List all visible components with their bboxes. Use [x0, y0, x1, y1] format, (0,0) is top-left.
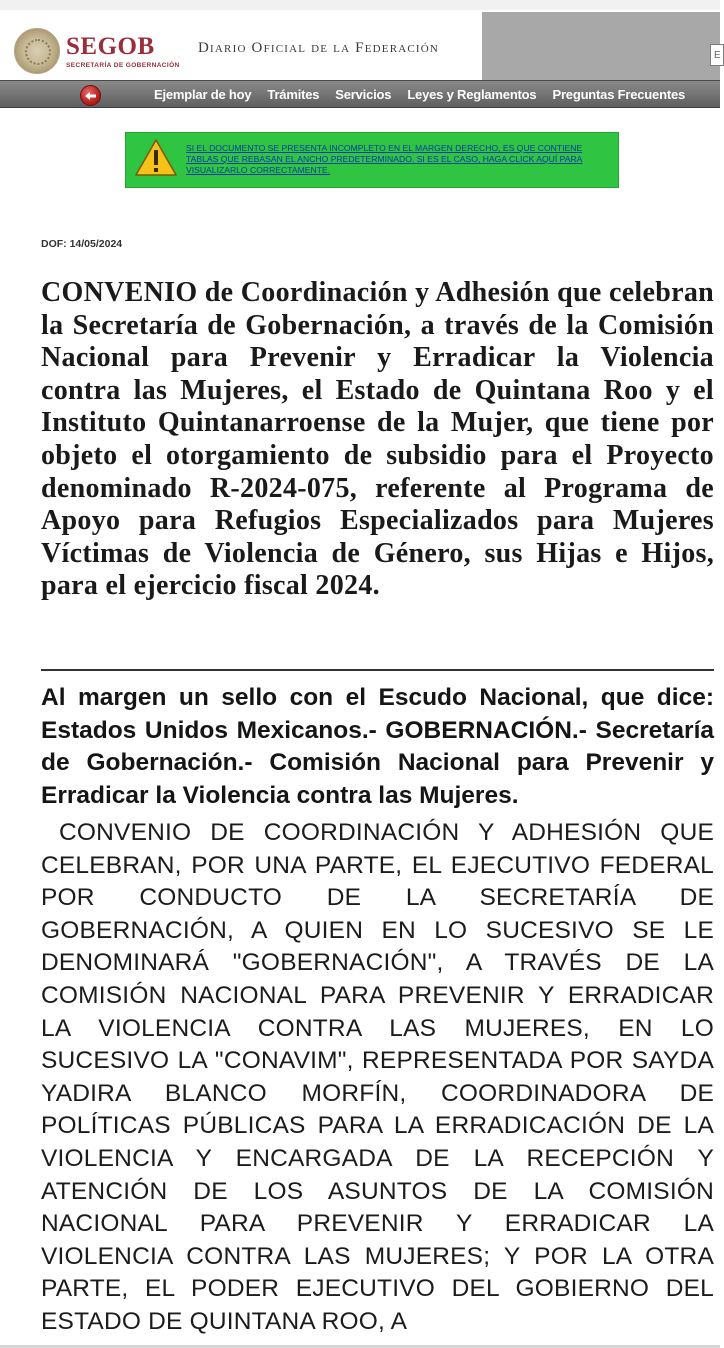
logo-text	[66, 34, 180, 69]
segob-logo[interactable]	[14, 28, 180, 74]
site-title: Diario Oficial de la Federación	[198, 40, 440, 56]
search-input[interactable]: E	[710, 44, 724, 66]
national-seal-icon	[14, 28, 60, 74]
notice-link[interactable]: SI EL DOCUMENTO SE PRESENTA INCOMPLETO EN EL MARGEN DERECHO, ES QUE CONTIENE TABLAS QUE REBASAN EL ANCHO PREDETERMINADO. SI ES EL CASO, HAGA CLICK AQUÍ PARA VISUALIZARLO CORRECTAMENTE.	[186, 143, 583, 175]
back-arrow-icon	[84, 91, 97, 101]
nav-item-leyes-y-reglamentos[interactable]: Leyes y Reglamentos	[407, 86, 537, 102]
logo-title: SEGOB	[66, 32, 155, 60]
incomplete-document-notice[interactable]	[125, 132, 619, 188]
title-divider	[41, 669, 714, 671]
nav-item-servicios[interactable]: Servicios	[335, 86, 392, 102]
nav-items	[146, 81, 693, 107]
top-strip	[0, 0, 720, 10]
main-nav	[0, 80, 720, 108]
site-header	[0, 0, 720, 80]
margin-note: Al margen un sello con el Escudo Nacional, que dice: Estados Unidos Mexicanos.- GOBERNACIÓN.- Secretaría de Gobernación.- Comisión Nacional para Prevenir y Erradicar la Violencia contra las Mujeres.	[41, 684, 714, 809]
back-button[interactable]	[80, 85, 101, 106]
nav-item-ejemplar-de-hoy[interactable]: Ejemplar de hoy	[154, 86, 252, 102]
warning-triangle-icon	[134, 138, 178, 178]
publication-date: DOF: 14/05/2024	[41, 238, 123, 250]
nav-item-preguntas-frecuentes[interactable]: Preguntas Frecuentes	[552, 86, 686, 102]
logo-subtitle: SECRETARÍA DE GOBERNACIÓN	[66, 61, 180, 69]
header-banner-area	[482, 12, 720, 80]
nav-item-tramites[interactable]: Trámites	[267, 86, 320, 102]
document-body: CONVENIO DE COORDINACIÓN Y ADHESIÓN QUE CELEBRAN, POR UNA PARTE, EL EJECUTIVO FEDERAL POR CONDUCTO DE LA SECRETARÍA DE GOBERNACIÓN, A QUIEN EN LO SUCESIVO SE LE DENOMINARÁ "GOBERNACIÓN", A TRAVÉS DE LA COMISIÓN NACIONAL PARA PREVENIR Y ERRADICAR LA VIOLENCIA CONTRA LAS MUJERES, EN LO SUCESIVO LA "CONAVIM", REPRESENTADA POR SAYDA YADIRA BLANCO MORFÍN, COORDINADORA DE POLÍTICAS PÚBLICAS PARA LA ERRADICACIÓN DE LA VIOLENCIA Y ENCARGADA DE LA RECEPCIÓN Y ATENCIÓN DE LOS ASUNTOS DE LA COMISIÓN NACIONAL PARA PREVENIR Y ERRADICAR LA VIOLENCIA CONTRA LAS MUJERES; Y POR LA OTRA PARTE, EL PODER EJECUTIVO DEL GOBIERNO DEL ESTADO DE QUINTANA ROO, A	[41, 819, 714, 1335]
document-title: CONVENIO de Coordinación y Adhesión que celebran la Secretaría de Gobernación, a través de la Comisión Nacional para Prevenir y Erradicar la Violencia contra las Mujeres, el Estado de Quintana Roo y el Instituto Quintanarroense de la Mujer, que tiene por objeto el otorgamiento de subsidio para el Proyecto denominado R-2024-075, referente al Programa de Apoyo para Refugios Especializados para Mujeres Víctimas de Violencia de Género, sus Hijas e Hijos, para el ejercicio fiscal 2024.	[41, 277, 714, 602]
